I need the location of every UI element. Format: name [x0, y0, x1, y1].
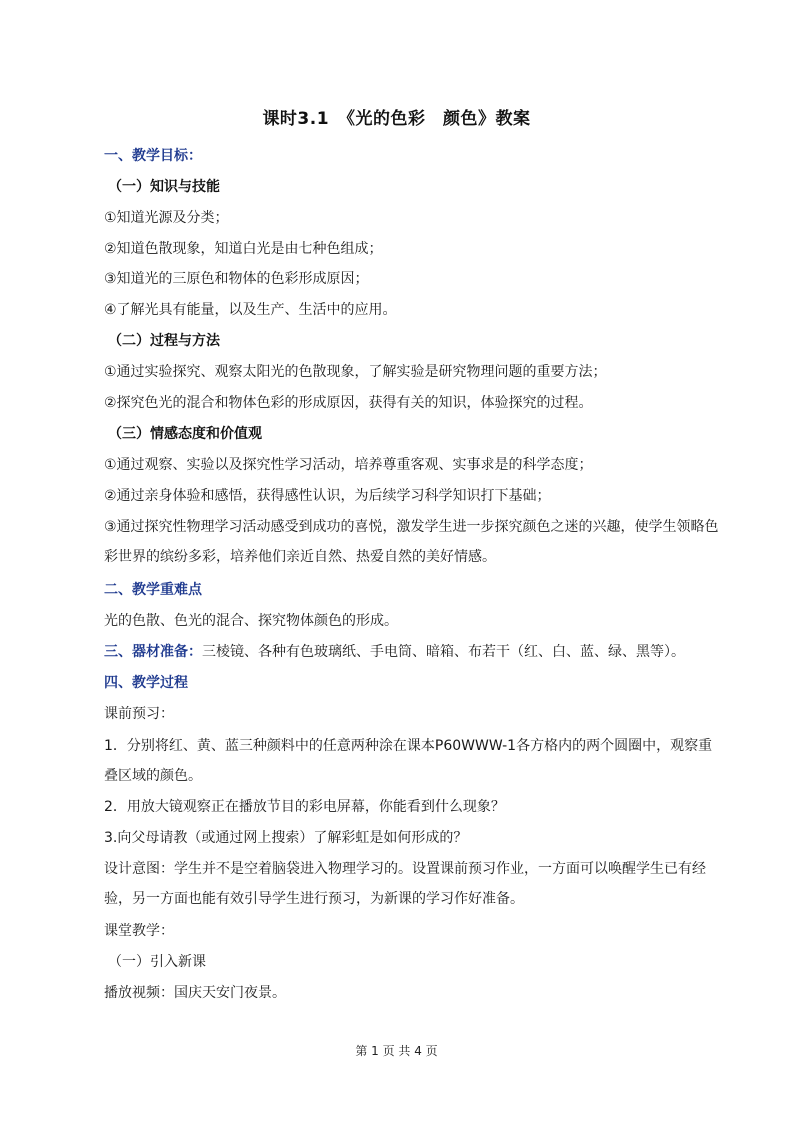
- materials-text: 三棱镜、各种有色玻璃纸、手电筒、暗箱、布若干（红、白、蓝、绿、黑等）。: [202, 644, 685, 660]
- subsection-attitude: （三）情感态度和价值观: [108, 426, 262, 442]
- intro-heading: （一）引入新课: [108, 954, 206, 970]
- subsection-process: （二）过程与方法: [108, 333, 220, 349]
- section-teaching-process: 四、教学过程: [104, 675, 188, 691]
- video-text: 播放视频：国庆天安门夜景。: [104, 985, 286, 1001]
- section-teaching-goals: 一、教学目标：: [104, 148, 202, 164]
- knowledge-item-1: ①知道光源及分类；: [104, 210, 229, 226]
- preview-question-2: 2．用放大镜观察正在播放节目的彩电屏幕，你能看到什么现象？: [104, 799, 505, 815]
- classroom-heading: 课堂教学：: [104, 923, 174, 939]
- attitude-item-3: ③通过探究性物理学习活动感受到成功的喜悦，激发学生进一步探究颜色之迷的兴趣，使学生领略色彩世界的缤纷多彩，培养他们亲近自然、热爱自然的美好情感。: [104, 519, 719, 565]
- section-materials: [104, 642, 685, 662]
- process-item-2: ②探究色光的混合和物体色彩的形成原因，获得有关的知识，体验探究的过程。: [104, 395, 593, 411]
- preview-heading: 课前预习：: [104, 706, 174, 722]
- key-points-text: 光的色散、色光的混合、探究物体颜色的形成。: [104, 613, 398, 629]
- knowledge-item-3: ③知道光的三原色和物体的色彩形成原因；: [104, 271, 369, 287]
- preview-question-1: 1．分别将红、黄、蓝三种颜料中的任意两种涂在课本P60WWW-1各方格内的两个圆圈中，观察重叠区域的颜色。: [104, 738, 713, 784]
- process-item-1: ①通过实验探究、观察太阳光的色散现象，了解实验是研究物理问题的重要方法；: [104, 364, 607, 380]
- attitude-item-1: ①通过观察、实验以及探究性学习活动，培养尊重客观、实事求是的科学态度；: [104, 457, 593, 473]
- page-footer: 第 1 页 共 4 页: [355, 1044, 438, 1058]
- materials-label: 三、器材准备：: [104, 644, 202, 660]
- knowledge-item-2: ②知道色散现象，知道白光是由七种色组成；: [104, 241, 383, 257]
- attitude-item-2: ②通过亲身体验和感悟，获得感性认识，为后续学习科学知识打下基础；: [104, 488, 551, 504]
- section-key-points: 二、教学重难点: [104, 582, 202, 598]
- subsection-knowledge: （一）知识与技能: [108, 179, 220, 195]
- preview-question-3: 3.向父母请教（或通过网上搜索）了解彩虹是如何形成的？: [104, 830, 468, 846]
- knowledge-item-4: ④了解光具有能量，以及生产、生活中的应用。: [104, 302, 397, 318]
- design-intent: 设计意图：学生并不是空着脑袋进入物理学习的。设置课前预习作业，一方面可以唤醒学生已有经验，另一方面也能有效引导学生进行预习，为新课的学习作好准备。: [104, 861, 706, 907]
- page-title: 课时3.1 《光的色彩 颜色》教案: [262, 109, 531, 129]
